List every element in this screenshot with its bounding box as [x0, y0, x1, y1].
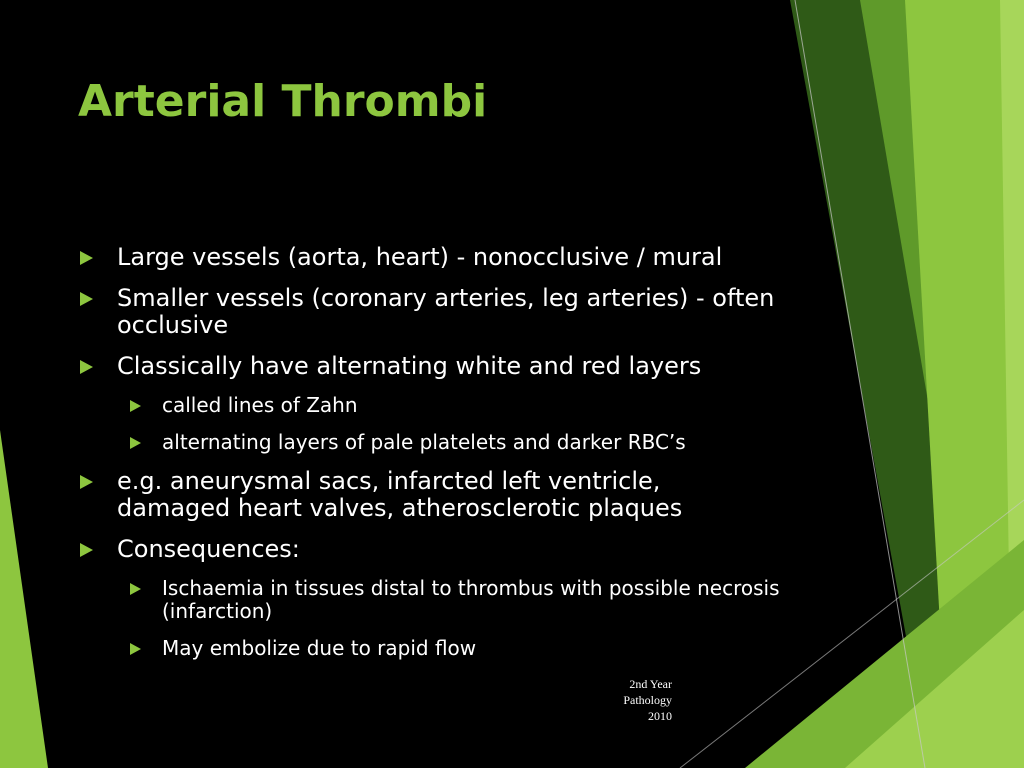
bullet-text: Consequences: — [117, 535, 300, 563]
slide-footer — [590, 676, 672, 724]
sub-bullet-arrow-icon — [130, 400, 141, 412]
bullet-arrow-icon — [80, 292, 93, 306]
bullet-text: Smaller vessels (coronary arteries, leg arteries) - often occlusive — [117, 284, 775, 339]
slide-title: Arterial Thrombi — [78, 76, 488, 127]
sub-bullet-lines-of-zahn — [80, 394, 780, 417]
bullet-examples — [80, 468, 780, 522]
bullet-text: alternating layers of pale platelets and darker RBC’s — [162, 430, 686, 454]
sub-bullet-ischaemia — [80, 577, 780, 623]
bullet-text: May embolize due to rapid flow — [162, 636, 477, 660]
footer-line-date: 2010 — [648, 709, 672, 723]
footer-line-year: 2nd Year — [629, 677, 672, 691]
sub-bullet-arrow-icon — [130, 643, 141, 655]
bullet-text: Classically have alternating white and red layers — [117, 352, 702, 380]
bullet-smaller-vessels — [80, 285, 780, 339]
sub-bullet-embolize — [80, 637, 780, 660]
left-facet — [0, 430, 48, 768]
bullet-arrow-icon — [80, 543, 93, 557]
bullet-arrow-icon — [80, 360, 93, 374]
bullet-text: called lines of Zahn — [162, 393, 358, 417]
bullet-arrow-icon — [80, 251, 93, 265]
bullet-alternating-layers — [80, 353, 780, 380]
bullet-list — [80, 244, 780, 660]
bullet-text: e.g. aneurysmal sacs, infarcted left ventricle, damaged heart valves, atherosclerotic plaques — [117, 467, 683, 522]
bullet-large-vessels — [80, 244, 780, 271]
bullet-text: Ischaemia in tissues distal to thrombus with possible necrosis (infarction) — [162, 576, 780, 623]
bullet-arrow-icon — [80, 475, 93, 489]
sub-bullet-arrow-icon — [130, 437, 141, 449]
sub-bullet-arrow-icon — [130, 583, 141, 595]
bullet-consequences — [80, 536, 780, 563]
footer-line-subject: Pathology — [623, 693, 672, 707]
sub-bullet-platelets-rbc — [80, 431, 780, 454]
bullet-text: Large vessels (aorta, heart) - nonocclusive / mural — [117, 243, 723, 271]
